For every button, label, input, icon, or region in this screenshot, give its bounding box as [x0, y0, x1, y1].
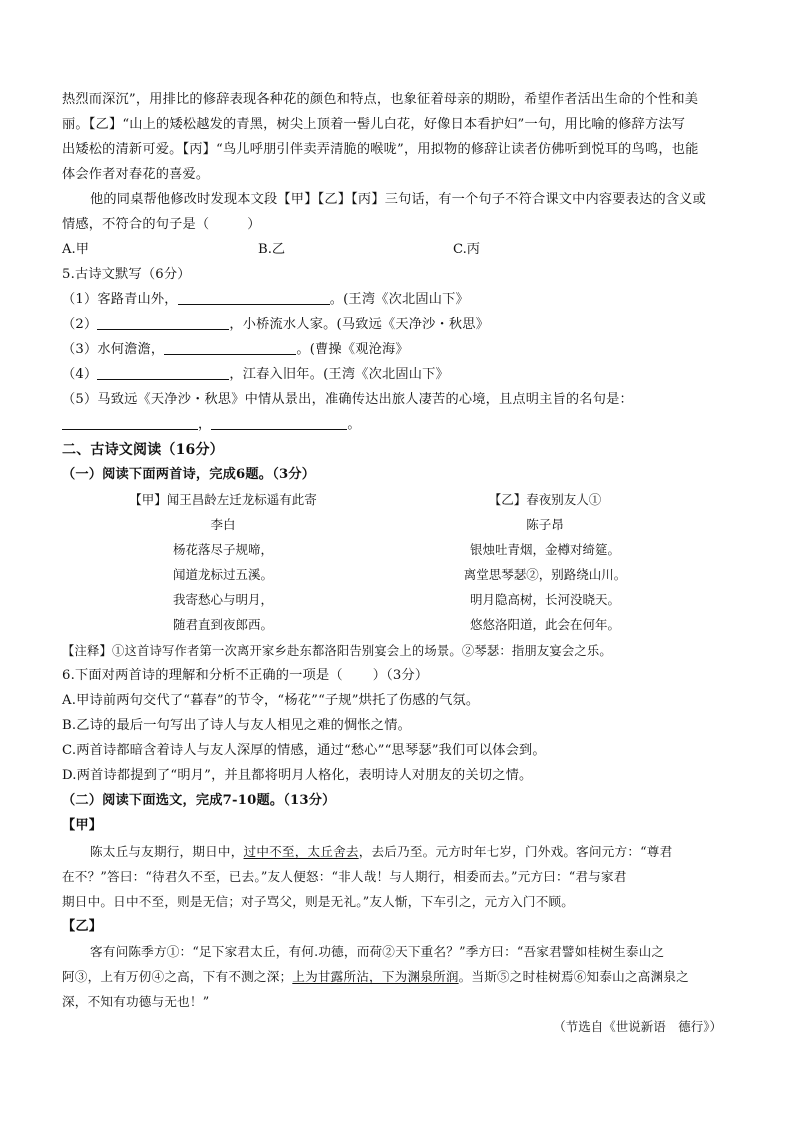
section-heading: 二、古诗文阅读（16分）: [62, 442, 224, 458]
option-a: A.甲诗前两句交代了“暮春”的节令，“杨花”“子规”烘托了伤感的气氛。: [62, 693, 480, 708]
option-b: B.乙诗的最后一句写出了诗人与友人相见之难的惆怅之情。: [62, 718, 411, 733]
underlined-sentence: 过中不至，太丘舍去: [243, 844, 359, 859]
poem-jia-line: 随君直到夜郎西。: [172, 617, 273, 632]
passage-line: 热烈而深沉”，用排比的修辞表现各种花的颜色和特点，也象征着母亲的期盼，希望作者活出生命的个性和美: [62, 92, 699, 107]
dictation-text: （1）客路青山外，: [62, 292, 178, 307]
passage-line: 体会作者对春花的喜爱。: [62, 167, 210, 182]
dictation-text: （2）: [62, 317, 98, 332]
option-a: A.甲: [62, 242, 89, 257]
annotation-note: 【注释】①这首诗写作者第一次离开家乡赴东都洛阳告别宴会上的场景。②琴瑟：指朋友宴会之乐。: [62, 644, 612, 658]
poem-jia-line: 杨花落尽子规啼，: [172, 542, 273, 557]
separator: ，: [198, 417, 212, 432]
option-b: B.乙: [258, 242, 286, 257]
period: 。: [347, 417, 361, 432]
dictation-item: [62, 315, 738, 335]
passage-line: 丽。【乙】“山上的矮松越发的青黑，树尖上顶着一髻儿白花，好像日本看护妇”一句，用比喻的修辞方法写: [62, 117, 686, 132]
answer-blank: [97, 365, 229, 380]
classical-text-line: 期日中。日中不至，则是无信；对子骂父，则是无礼。”友人惭，下车引之，元方入门不顾。: [62, 894, 575, 909]
dictation-source: ，江春入旧年。(王湾《次北固山下》: [229, 367, 449, 382]
poem-jia-author: 李白: [210, 517, 236, 532]
text-label-jia: 【甲】: [62, 818, 103, 833]
option-c: C.两首诗都暗含着诗人与友人深厚的情感，通过“愁心”“思琴瑟”我们可以体会到。: [62, 743, 546, 758]
question-stem-close: ）: [247, 217, 261, 232]
poem-yi-author: 陈子昂: [526, 517, 564, 532]
dictation-answer-line: [62, 415, 738, 435]
option-c: C.丙: [453, 242, 480, 257]
classical-text-line: 客有问陈季方①：“足下家君太丘，有何.功德，而荷②天下重名？”季方曰：“吾家君譬如桂树生泰山之: [90, 944, 665, 959]
classical-text-line: 在不？”答曰：“待君久不至，已去。”友人便怒：“非人哉！与人期行，相委而去。”元方曰：“君与家君: [62, 869, 627, 884]
poem-jia-line: 闻道龙标过五溪。: [172, 567, 273, 582]
poem-jia-title: 【甲】闻王昌龄左迁龙标遥有此寄: [129, 492, 317, 507]
dictation-item: [62, 290, 738, 310]
poem-yi-line: 明月隐高树，长河没晓天。: [469, 592, 620, 607]
subsection-heading: （一）阅读下面两首诗，完成6题。（3分）: [62, 467, 316, 482]
poem-yi-title: 【乙】春夜别友人①: [488, 492, 602, 507]
poem-yi-line: 银烛吐青烟，金樽对绮筵。: [469, 542, 620, 557]
answer-blank: [178, 290, 330, 305]
question-stem: [62, 666, 738, 686]
dictation-text: （4）: [62, 367, 98, 382]
passage-line: 他的同桌帮他修改时发现本文段【甲】【乙】【丙】三句话，有一个句子不符合课文中内容要表达的含义或: [90, 192, 707, 207]
question-stem-close: ）（3分）: [372, 668, 429, 683]
classical-text: 。当斯⑤之时桂树焉⑥知泰山之高渊泉之: [458, 969, 689, 984]
classical-text: 陈太丘与友期行，期日中，: [90, 844, 244, 859]
classical-text: 阿③，上有万仞④之高，下有不测之深；: [62, 969, 293, 984]
passage-line: 出矮松的清新可爱。【丙】“鸟儿呼朋引伴卖弄清脆的喉咙”，用拟物的修辞让读者仿佛听到悦耳的鸟鸣，也能: [62, 142, 699, 157]
dictation-text: （3）水何澹澹，: [62, 342, 165, 357]
classical-text-line: [90, 842, 766, 862]
question-title: 5.古诗文默写（6分）: [62, 267, 191, 282]
dictation-item: [62, 365, 738, 385]
source-citation: （节选自《世说新语 德行》）: [553, 1019, 722, 1034]
dictation-item: [62, 340, 738, 360]
classical-text-line: 深，不知有功德与无也！”: [62, 994, 210, 1009]
question-stem-text: 6.下面对两首诗的理解和分析不正确的一项是（: [62, 668, 343, 683]
option-d: D.两首诗都提到了“明月”，并且都将明月人格化，表明诗人对朋友的关切之情。: [62, 768, 533, 783]
dictation-source: 。(王湾《次北固山下》: [329, 292, 469, 307]
answer-blank: [211, 415, 347, 430]
dictation-source: ，小桥流水人家。(马致远《天净沙・秋思》: [229, 317, 490, 332]
answer-blank: [62, 415, 198, 430]
question-stem: [62, 215, 738, 235]
poem-yi-line: 悠悠洛阳道，此会在何年。: [469, 617, 620, 632]
text-label-yi: 【乙】: [62, 919, 103, 934]
subsection-heading: （二）阅读下面选文，完成7-10题。（13分）: [62, 793, 336, 808]
underlined-sentence: 上为甘露所沾，下为渊泉所润: [292, 969, 459, 984]
question-stem-text: 情感，不符合的句子是（: [62, 217, 210, 232]
dictation-item: （5）马致远《天净沙・秋思》中情从景出，准确传达出旅人凄苦的心境，且点明主旨的名句是：: [62, 392, 633, 407]
classical-text: ，去后乃至。元方时年七岁，门外戏。客问元方：“尊君: [358, 844, 673, 859]
answer-blank: [164, 340, 296, 355]
dictation-source: 。(曹操《观沧海》: [296, 342, 409, 357]
classical-text-line: [62, 967, 738, 987]
answer-blank: [97, 315, 229, 330]
poem-jia-line: 我寄愁心与明月，: [172, 592, 273, 607]
poem-yi-line: 离堂思琴瑟②，别路绕山川。: [463, 567, 627, 582]
